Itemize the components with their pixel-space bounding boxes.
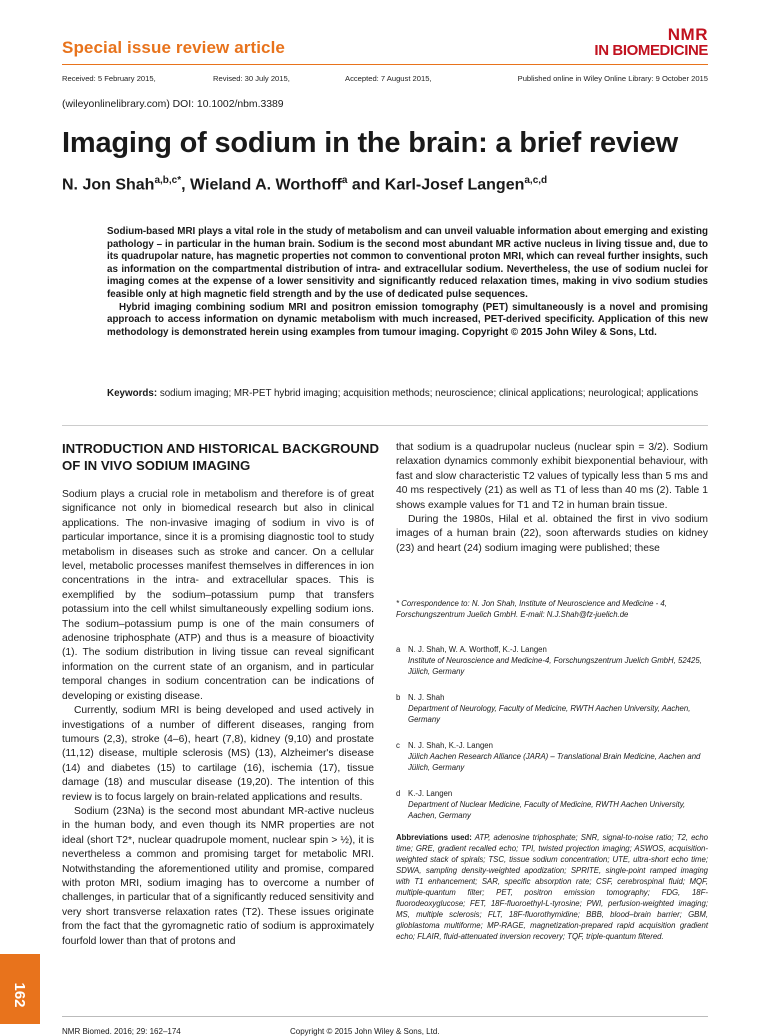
revised-date: Revised: 30 July 2015, (213, 74, 290, 83)
affiliation-names: N. J. Shah, W. A. Worthoff, K.-J. Langen (408, 645, 547, 654)
keywords-label: Keywords: (107, 388, 158, 399)
affiliation-names: K.-J. Langen (408, 789, 453, 798)
affiliation-a (396, 644, 708, 677)
affiliation-institution: Jülich Aachen Research Alliance (JARA) – Translational Brain Medicine, Aachen and Jülich, Germany (408, 752, 701, 772)
accepted-date: Accepted: 7 August 2015, (345, 74, 432, 83)
copyright-notice: Copyright © 2015 John Wiley & Sons, Ltd. (290, 1027, 440, 1036)
body-column-left (62, 488, 374, 949)
author-affiliation-mark: a,c,d (524, 175, 548, 186)
affiliation-names: N. J. Shah (408, 693, 445, 702)
author-affiliation-mark: a,b,c* (154, 175, 182, 186)
article-title: Imaging of sodium in the brain: a brief review (62, 127, 678, 159)
author-affiliation-mark: a (341, 175, 348, 186)
author-separator: , (181, 176, 191, 194)
author-list (62, 175, 547, 194)
author-name: Karl-Josef Langen (384, 176, 525, 194)
page-number: 162 (11, 982, 29, 1008)
affiliation-c (396, 740, 708, 773)
abbreviations-text: ATP, adenosine triphosphate; SNR, signal-to-noise ratio; T2, echo time; GRE, gradient recalled echo; TPI, twisted projection imaging; ASWOS, acquisition-weighted stack of spirals; TSC, tissue sodium concentration; UTE, ultra-short echo time; SDWA, sampling density-weighted apodization; SPRITE, single-point ramped imaging with T1 enhancement; SAR, specific absorption rate; CSF, cerebrospinal fluid; MQF, multiple-quantum filter; PET, positron emission tomography; FDG, 18F-fluorodeoxyglucose; FET, 18F-fluoroethyl-L-tyrosine; PWI, perfusion-weighted imaging; MS, multiple sclerosis; FLT, 18F-fluorothymidine; BBB, blood–brain barrier; GBM, glioblastoma multiforme; MP-RAGE, magnetization-prepared rapid acquisition gradient echo; FLAIR, fluid-attenuated inversion recovery; TQF, triple-quantum filtered. (396, 833, 708, 941)
article-type-label: Special issue review article (62, 38, 285, 57)
affiliation-key: a (396, 645, 401, 654)
abbreviations (396, 832, 708, 942)
keywords-text: sodium imaging; MR-PET hybrid imaging; acquisition methods; neuroscience; clinical applications; neurological; applications (159, 388, 699, 399)
body-paragraph: that sodium is a quadrupolar nucleus (nuclear spin = 3/2). Sodium relaxation dynamics commonly exhibit biexponential behaviour, with fast and slow characteristic T2 values of typically less than 5 ms and 40 ms respectively (21) as well as T1 of less than 40 ms (2). Table 1 shows example values for T1 and T2 in human brain tissue. (396, 442, 708, 511)
body-paragraph: Sodium plays a crucial role in metabolism and therefore is of great significance not only in biomedical research but also in clinical applications. The non-invasive imaging of sodium in vivo is of particular importance, since it is a promising diagnostic tool to study metabolism in diseases such as stroke and cancer. On a cellular level, metabolic processes manifest themselves in differences in ion concentrations in the intra- and extracellular spaces. This is exemplified by the sodium–potassium pump that transfers potassium into the cell whilst simultaneously expelling sodium ions. The sodium–potassium pump is one of the main consumers of adenosine triphosphate (ATP) and thus is a measure of bioactivity (1). The sodium distribution in living tissue can reveal significant information on the current state of an organism, and in particular temporal changes in sodium concentration can be indications of developing or existing disease. (62, 489, 374, 702)
footer-rule (62, 1016, 708, 1017)
body-column-right (396, 441, 708, 556)
affiliation-key: b (396, 693, 401, 702)
correspondence-note: * Correspondence to: N. Jon Shah, Institute of Neuroscience and Medicine - 4, Forschungszentrum Juelich GmbH. E-mail: N.J.Shah@fz-juelich.de (396, 599, 667, 619)
affiliation-names: N. J. Shah, K.-J. Langen (408, 741, 493, 750)
abbreviations-label: Abbreviations used: (396, 833, 472, 842)
received-date: Received: 5 February 2015, (62, 74, 156, 83)
affiliation-institution: Department of Nuclear Medicine, Faculty of Medicine, RWTH Aachen University, Aachen, Germany (408, 800, 686, 820)
affiliation-b (396, 692, 708, 725)
journal-logo-line1: NMR (667, 25, 708, 44)
divider (62, 425, 708, 426)
affiliation-key: c (396, 741, 400, 750)
affiliation-institution: Institute of Neuroscience and Medicine-4, Forschungszentrum Juelich GmbH, 52425, Jülich, Germany (408, 656, 702, 676)
journal-logo (594, 26, 708, 58)
section-heading: INTRODUCTION AND HISTORICAL BACKGROUND OF IN VIVO SODIUM IMAGING (62, 441, 379, 473)
abstract-paragraph: Sodium-based MRI plays a vital role in the study of metabolism and can unveil valuable information about emerging and existing pathology – in particular in the human brain. Sodium is the second most abundant MR active nucleus in living tissue and, due to its quadrupolar nature, has magnetic properties not common to conventional proton MRI, which can reveal further insights, such as information on the compartmental distribution of intra- and extracellular sodium. Nevertheless, the use of sodium nuclei for imaging comes at the expense of a lower sensitivity and significantly reduced relaxation times, making in vivo sodium studies feasible only at high magnetic field strength and by the use of dedicated pulse sequences. (107, 226, 708, 300)
author-separator: and (347, 176, 385, 194)
keywords (107, 388, 708, 401)
abstract (107, 226, 708, 339)
author-name: N. Jon Shah (62, 176, 155, 194)
published-date: Published online in Wiley Online Library: 9 October 2015 (517, 74, 708, 83)
journal-logo-line2: IN BIOMEDICINE (594, 42, 708, 59)
body-paragraph: Currently, sodium MRI is being developed and used actively in investigations of a number of different diseases, ranging from tumours (2,3), stroke (4–6), heart (7,8), kidney (9,10) and prostate (11,12) disease, multiple sclerosis (MS) (13), Alzheimer's disease (14) and diabetes (15) to cartilage (16), ischemia (17), tissue damage (18) and muscular disease (19,20). The intention of this review is to focus largely on brain-related applications and results. (62, 705, 374, 803)
abstract-paragraph: Hybrid imaging combining sodium MRI and positron emission tomography (PET) simultaneously is a novel and promising approach to access information on dynamic metabolism with much increased, PET-derived specificity. Application of this new methodology is demonstrated herein using examples from tumour imaging. Copyright © 2015 John Wiley & Sons, Ltd. (107, 301, 708, 338)
journal-citation: NMR Biomed. 2016; 29: 162–174 (62, 1027, 181, 1036)
body-paragraph: Sodium (23Na) is the second most abundant MR-active nucleus in the human body, and even though its NMR properties are not ideal (short T2*, nuclear quadrupole moment, nuclear spin > ½), it is nevertheless a common and promising target for metabolic MRI. Notwithstanding the aforementioned utility and promise, compared with proton MRI, sodium imaging has to overcome a number of challenges, in particular that of a significantly reduced sensitivity and very short transverse relaxation rates (T2). These issues originate from the fact that the gyromagnetic ratio of sodium is approximately fourfold lower than that of protons and (62, 805, 374, 947)
body-paragraph: During the 1980s, Hilal et al. obtained the first in vivo sodium images of a human brain (22), soon afterwards studies on kidney (23) and heart (24) sodium imaging were published; these (396, 514, 708, 554)
affiliation-d (396, 788, 708, 821)
doi[interactable]: (wileyonlinelibrary.com) DOI: 10.1002/nbm.3389 (62, 99, 284, 110)
affiliation-key: d (396, 789, 401, 798)
header-rule (62, 64, 708, 65)
affiliation-institution: Department of Neurology, Faculty of Medicine, RWTH Aachen University, Aachen, Germany (408, 704, 691, 724)
author-name: Wieland A. Worthoff (190, 176, 342, 194)
